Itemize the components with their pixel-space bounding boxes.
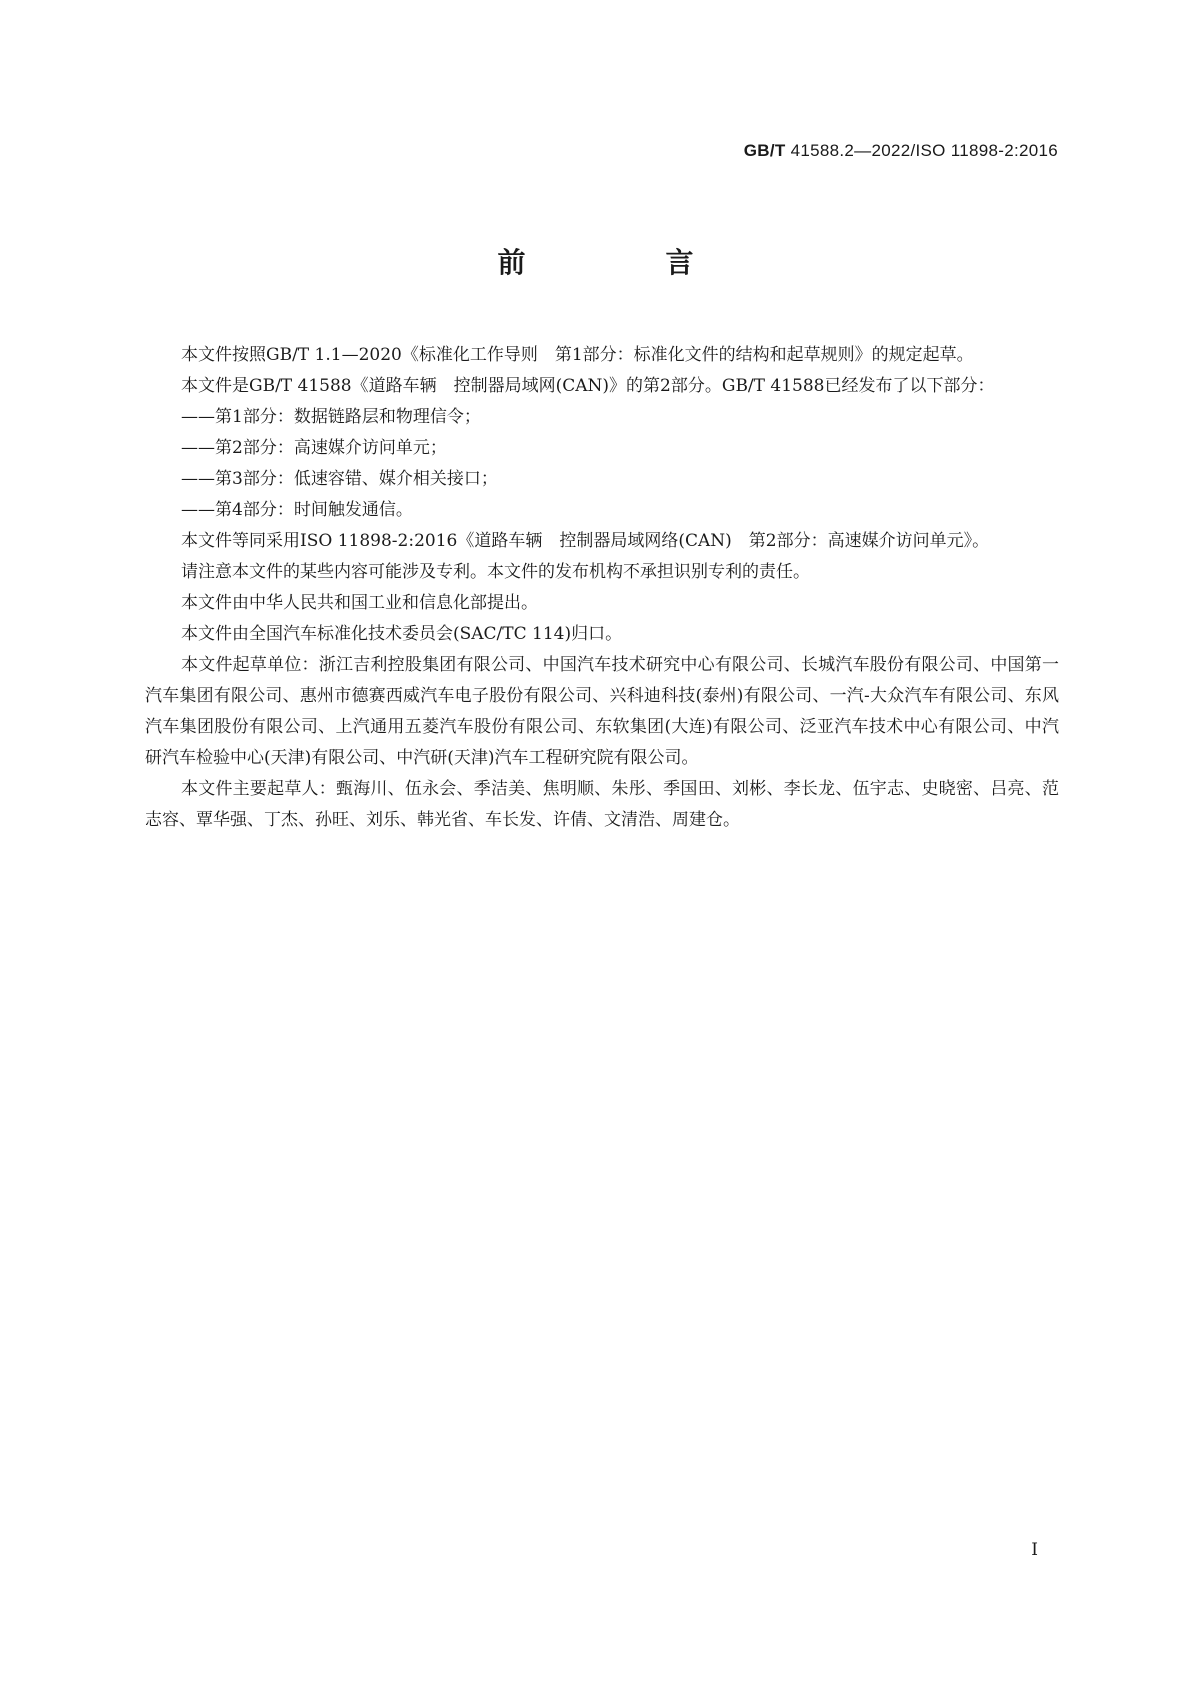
standard-code [744, 141, 1058, 161]
paragraph-drafters: 本文件主要起草人：甄海川、伍永会、季洁美、焦明顺、朱彤、季国田、刘彬、李长龙、伍宇志、史晓密、吕亮、范志容、覃华强、丁杰、孙旺、刘乐、韩光省、车长发、许倩、文清浩、周建仓。 [145, 779, 1059, 830]
standard-number: 41588.2—2022/ISO 11898-2:2016 [790, 141, 1058, 160]
list-item-part-4: ——第4部分：时间触发通信。 [181, 500, 413, 520]
foreword-body [145, 340, 1059, 836]
page-title: 前 言 [497, 246, 750, 279]
paragraph-drafting-rules: 本文件按照GB/T 1.1—2020《标准化工作导则 第1部分：标准化文件的结构和起草规则》的规定起草。 [181, 345, 974, 365]
paragraph-patent-notice: 请注意本文件的某些内容可能涉及专利。本文件的发布机构不承担识别专利的责任。 [181, 562, 810, 582]
paragraph-administered-by: 本文件由全国汽车标准化技术委员会(SAC/TC 114)归口。 [181, 624, 623, 644]
list-item-part-3: ——第3部分：低速容错、媒介相关接口； [181, 469, 498, 489]
paragraph-drafting-units: 本文件起草单位：浙江吉利控股集团有限公司、中国汽车技术研究中心有限公司、长城汽车股份有限公司、中国第一汽车集团有限公司、惠州市德赛西威汽车电子股份有限公司、兴科迪科技(泰州)有限公司、一汽-大众汽车有限公司、东风汽车集团股份有限公司、上汽通用五菱汽车股份有限公司、东软集团(大连)有限公司、泛亚汽车技术中心有限公司、中汽研汽车检验中心(天津)有限公司、中汽研(天津)汽车工程研究院有限公司。 [145, 655, 1059, 768]
paragraph-series-parts: 本文件是GB/T 41588《道路车辆 控制器局域网(CAN)》的第2部分。GB/T 41588已经发布了以下部分： [181, 376, 995, 396]
list-item-part-2: ——第2部分：高速媒介访问单元； [181, 438, 447, 458]
paragraph-iso-adoption: 本文件等同采用ISO 11898-2:2016《道路车辆 控制器局域网络(CAN) 第2部分：高速媒介访问单元》。 [181, 531, 990, 551]
standard-prefix: GB/T [743, 141, 786, 160]
page-number: I [1031, 1540, 1038, 1560]
list-item-part-1: ——第1部分：数据链路层和物理信令； [181, 407, 481, 427]
paragraph-proposed-by: 本文件由中华人民共和国工业和信息化部提出。 [181, 593, 538, 613]
